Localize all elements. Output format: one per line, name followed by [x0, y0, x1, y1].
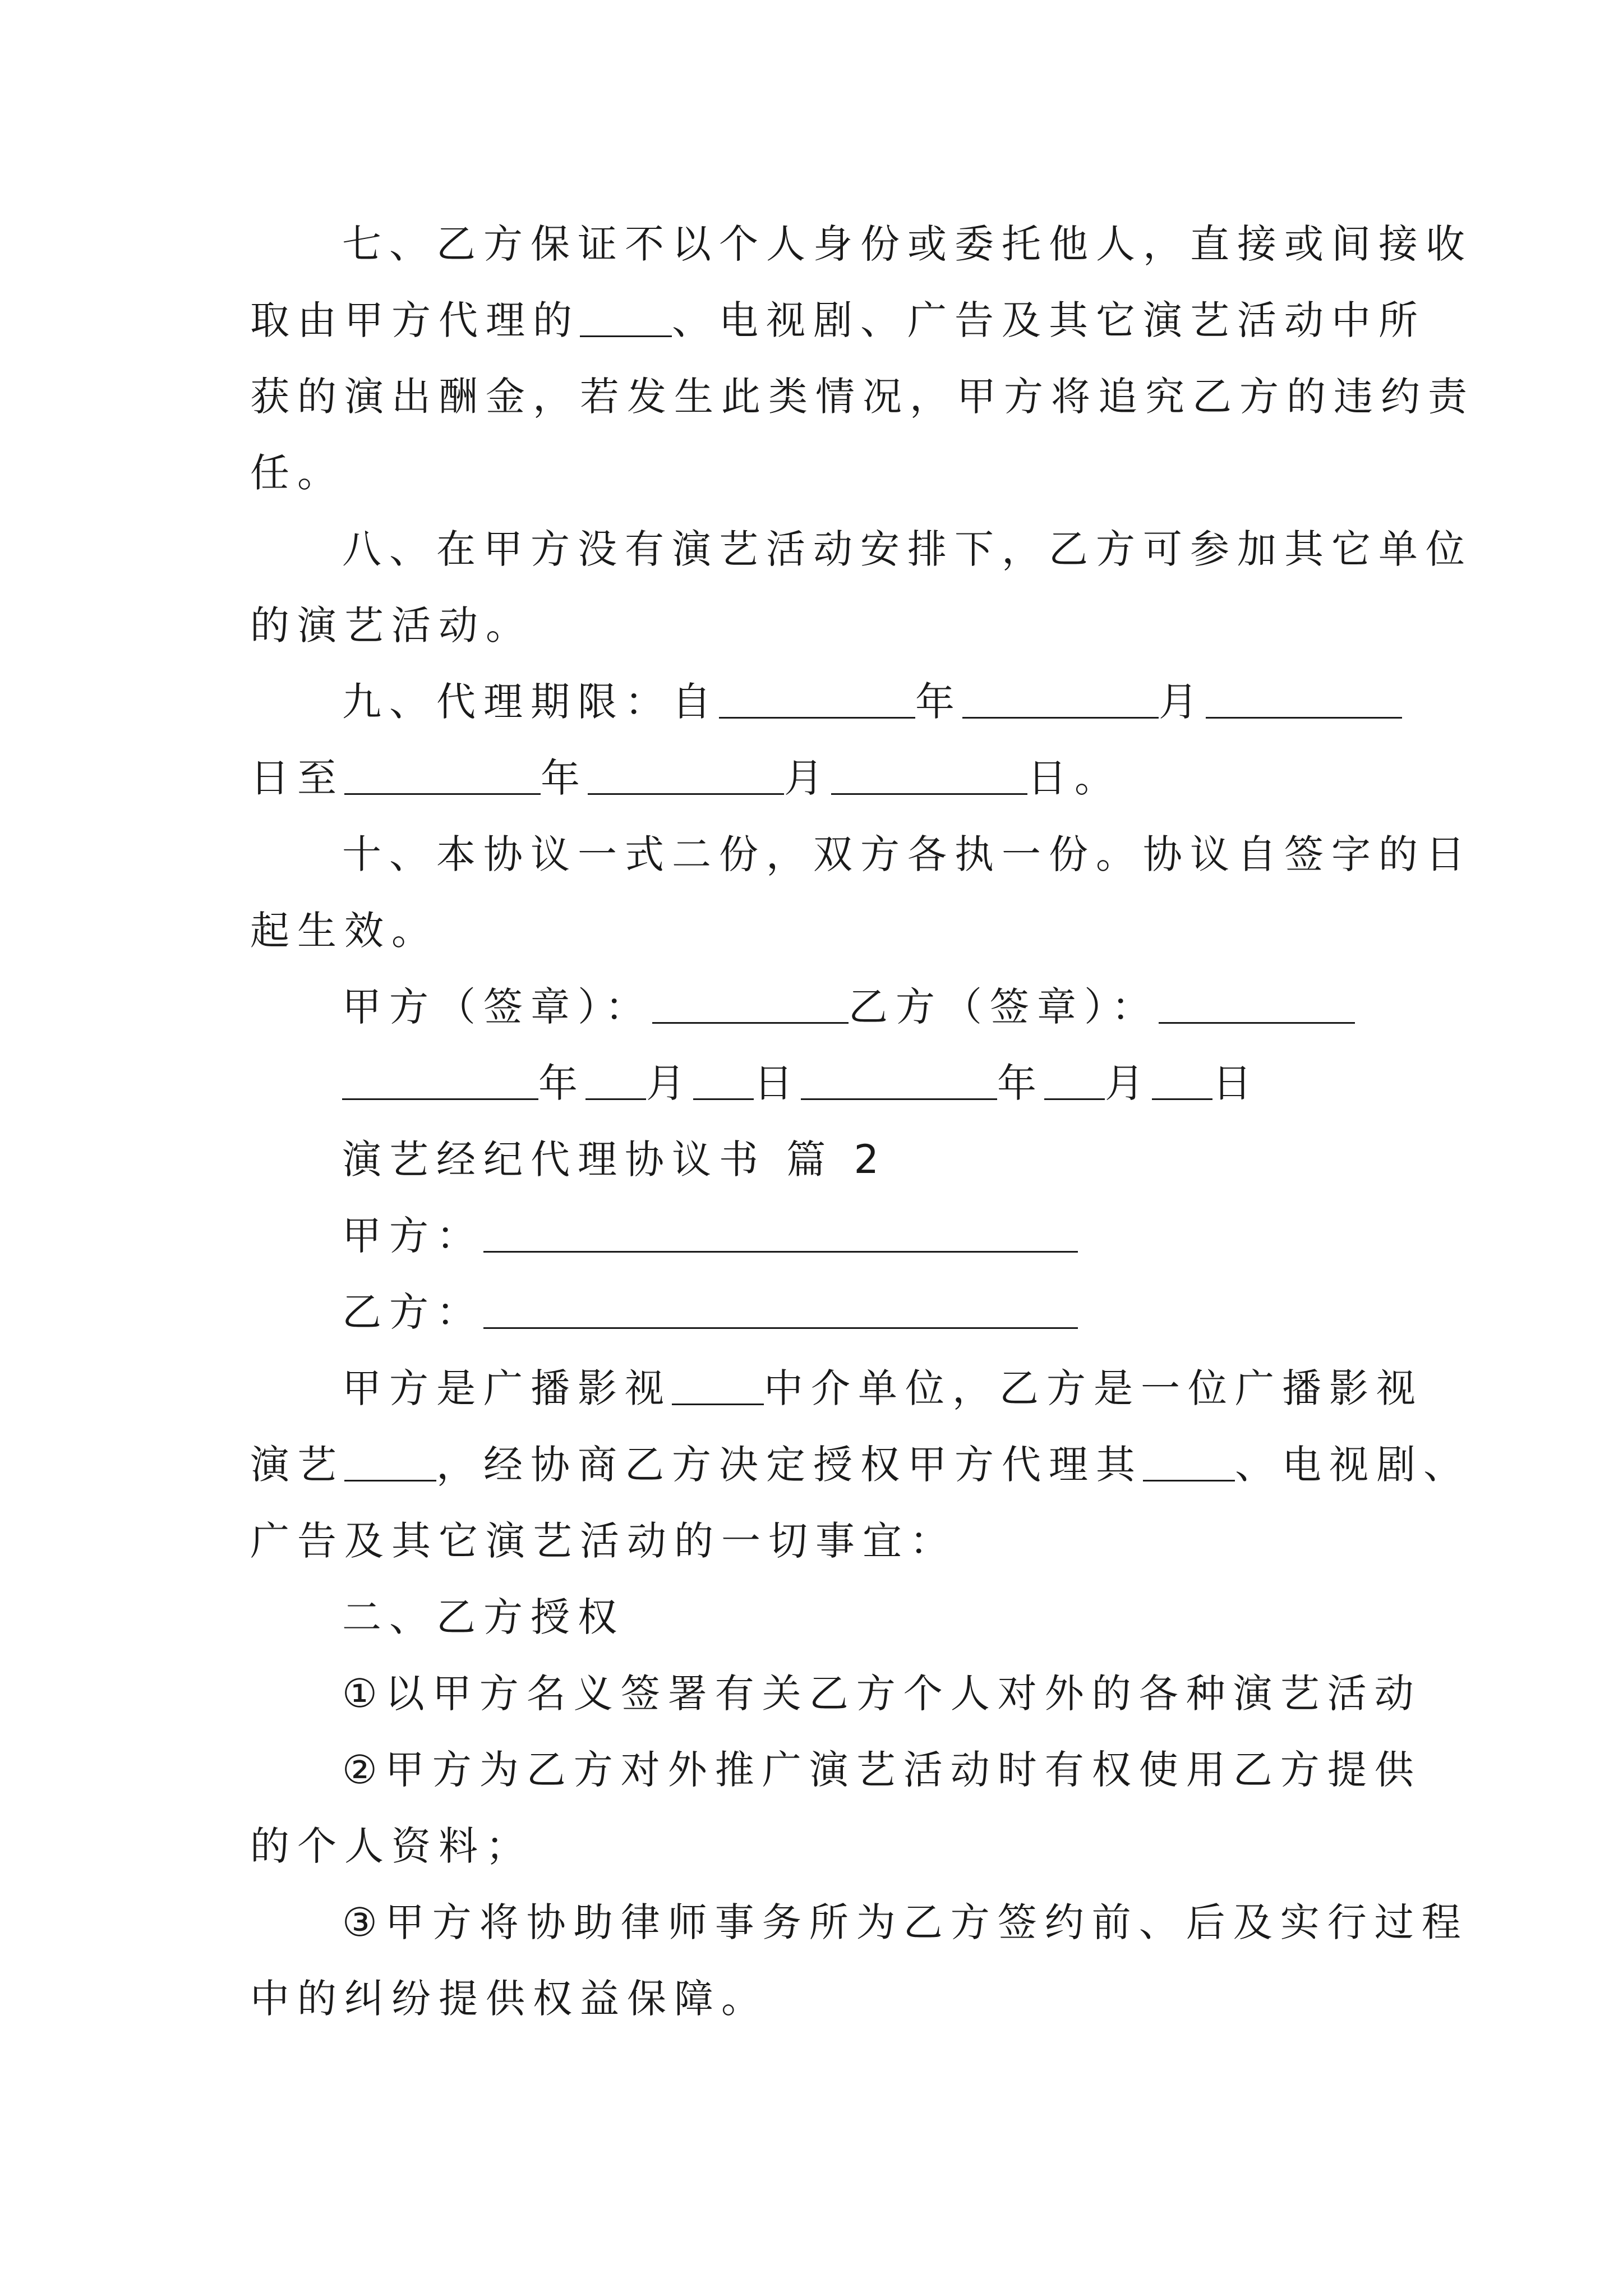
authorization-heading [342, 1586, 625, 1648]
text: 八、在甲方没有演艺活动安排下，乙方可参加其它单位 [342, 526, 1473, 572]
party-a-blank [483, 1212, 1078, 1253]
blank-day [831, 754, 1027, 795]
clause-8-line-2 [250, 595, 533, 656]
text: 甲方： [342, 1213, 483, 1259]
clause-10-line-2 [250, 900, 439, 961]
text: 的演艺活动。 [250, 602, 533, 648]
clause-9-line-2 [250, 747, 1122, 809]
text: 中的纠纷提供权益保障。 [250, 1976, 768, 2022]
clause-7-line-4 [250, 442, 344, 504]
party-b-signature-blank [1159, 983, 1355, 1024]
blank-field [1143, 1441, 1235, 1481]
text: 月 [1105, 1060, 1152, 1106]
text: 十、本协议一式二份，双方各执一份。协议自签字的日 [342, 831, 1473, 877]
blank-year [719, 678, 915, 719]
clause-9-line-1 [342, 671, 1402, 733]
text: 年 [538, 1060, 585, 1106]
blank-year [344, 754, 541, 795]
authorization-item-3-line-1 [342, 1892, 1469, 1953]
party-b-blank [483, 1288, 1078, 1329]
party-a-line [342, 1205, 1078, 1267]
text: 年 [997, 1060, 1044, 1106]
text: 日。 [1027, 755, 1122, 801]
text: 九、代理期限：自 [342, 679, 719, 725]
party-a-signature-blank [652, 983, 849, 1024]
blank-field [672, 1364, 764, 1405]
text: 年 [915, 679, 962, 725]
signature-line [342, 976, 1355, 1038]
text: 甲方是广播影视 [342, 1365, 672, 1411]
party-b-signature-label: 乙方（签章）： [849, 984, 1159, 1030]
text: 广告及其它演艺活动的一切事宜： [250, 1518, 957, 1564]
intro-line-1 [342, 1358, 1423, 1419]
clause-7-line-1 [342, 213, 1473, 275]
text: ②甲方为乙方对外推广演艺活动时有权使用乙方提供 [342, 1747, 1422, 1793]
text: 取由甲方代理的 [250, 297, 580, 343]
text: 日至 [250, 755, 344, 801]
blank-field [344, 1441, 436, 1481]
clause-7-line-3 [250, 366, 1475, 427]
intro-line-3 [250, 1510, 957, 1572]
clause-10-line-1 [342, 823, 1473, 885]
text: 月 [784, 755, 831, 801]
text: ①以甲方名义签署有关乙方个人对外的各种演艺活动 [342, 1671, 1422, 1717]
text: 二、乙方授权 [342, 1594, 625, 1640]
intro-line-2 [250, 1434, 1470, 1496]
text: 乙方： [342, 1289, 483, 1335]
text: 中介单位，乙方是一位广播影视 [764, 1365, 1423, 1411]
blank-year [801, 1059, 997, 1100]
text: 日 [1212, 1060, 1260, 1106]
text: 的个人资料； [250, 1823, 533, 1869]
text: 月 [1159, 679, 1206, 725]
section-title [342, 1129, 887, 1190]
authorization-item-2-line-2 [250, 1815, 533, 1877]
blank-month [588, 754, 784, 795]
signature-date-line [342, 1052, 1260, 1114]
authorization-item-1 [342, 1663, 1422, 1724]
text: 起生效。 [250, 908, 439, 954]
blank-day [1152, 1059, 1212, 1100]
text: ，经协商乙方决定授权甲方代理其 [436, 1442, 1143, 1488]
text: 任。 [250, 450, 344, 496]
blank-month [962, 678, 1159, 719]
text: 月 [646, 1060, 693, 1106]
blank-year [342, 1059, 538, 1100]
party-b-line [342, 1281, 1078, 1343]
authorization-item-2-line-1 [342, 1739, 1422, 1801]
text: 获的演出酬金，若发生此类情况，甲方将追究乙方的违约责 [250, 374, 1475, 420]
clause-8-line-1 [342, 518, 1473, 580]
blank-month [1044, 1059, 1105, 1100]
authorization-item-3-line-2 [250, 1968, 768, 2030]
blank-month [585, 1059, 646, 1100]
text: 年 [541, 755, 588, 801]
text: 七、乙方保证不以个人身份或委托他人，直接或间接收 [342, 221, 1473, 267]
blank-field [580, 296, 672, 337]
party-a-signature-label: 甲方（签章）： [342, 984, 652, 1030]
blank-day [1206, 678, 1402, 719]
text: 演艺 [250, 1442, 344, 1488]
blank-day [693, 1059, 754, 1100]
clause-7-line-2 [250, 289, 1426, 351]
text: 、电视剧、 [1235, 1442, 1470, 1488]
text: ③甲方将协助律师事务所为乙方签约前、后及实行过程 [342, 1899, 1469, 1945]
text: 演艺经纪代理协议书 篇 2 [342, 1137, 887, 1182]
text: 日 [754, 1060, 801, 1106]
text: 、电视剧、广告及其它演艺活动中所 [672, 297, 1426, 343]
